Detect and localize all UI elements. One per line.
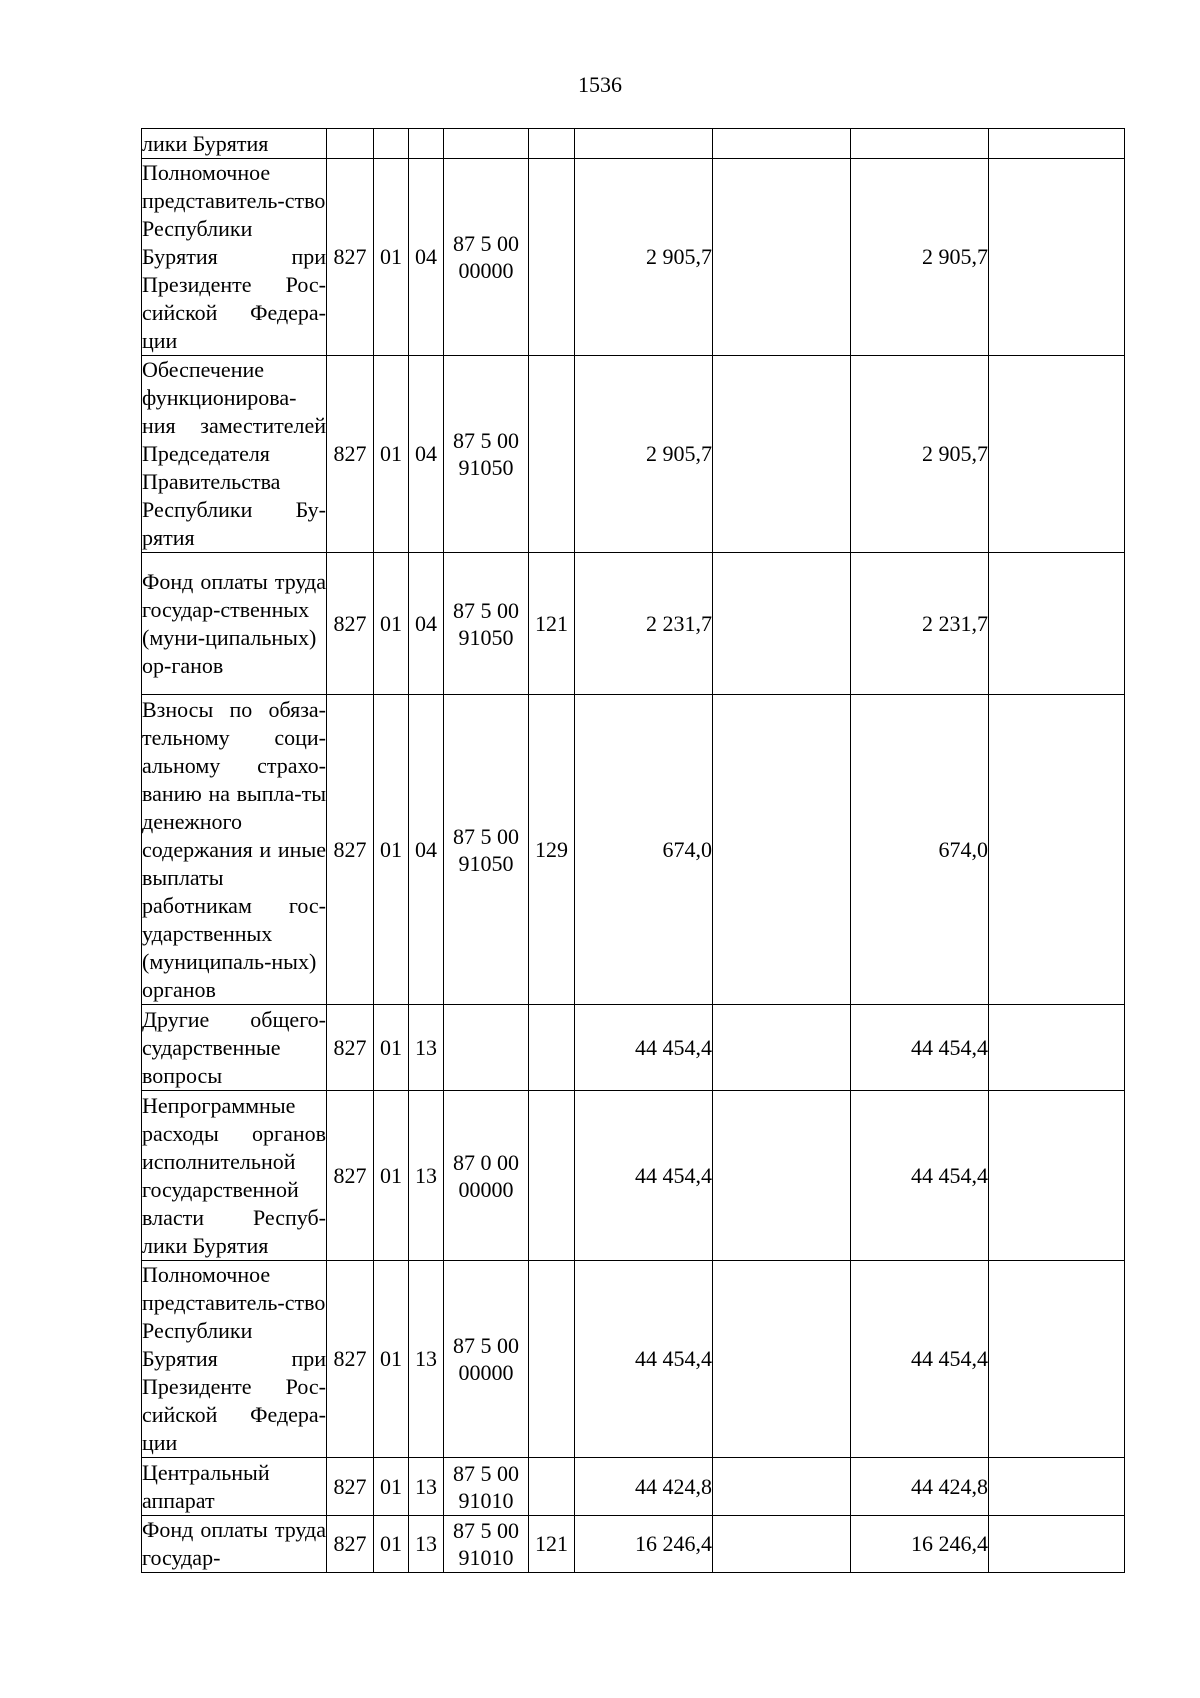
table-row (142, 1091, 1125, 1261)
amount-cell-2 (713, 553, 851, 695)
ved-code-cell: 827 (327, 1005, 374, 1091)
section-code-cell (374, 129, 409, 159)
expense-type-cell (529, 356, 575, 553)
table-row (142, 356, 1125, 553)
expense-type-cell: 121 (529, 1516, 575, 1573)
amount-cell-4 (989, 1091, 1125, 1261)
table-row (142, 1516, 1125, 1573)
amount-cell-4 (989, 159, 1125, 356)
amount-cell-4 (989, 1005, 1125, 1091)
target-article-cell (444, 1458, 529, 1516)
target-article-line: 91010 (458, 1487, 514, 1513)
row-name-cell: Фонд оплаты труда государ- (142, 1516, 327, 1573)
amount-cell-3: 16 246,4 (851, 1516, 989, 1573)
amount-cell-1: 2 905,7 (575, 356, 713, 553)
ved-code-cell: 827 (327, 1516, 374, 1573)
row-name-cell: Непрограммные расходы органов исполнительной государственной власти Респуб-лики Бурятия (142, 1091, 327, 1261)
amount-cell-3: 44 424,8 (851, 1458, 989, 1516)
target-article-cell (444, 159, 529, 356)
amount-cell-3 (851, 129, 989, 159)
amount-cell-2 (713, 129, 851, 159)
table-row (142, 1005, 1125, 1091)
amount-cell-1: 2 231,7 (575, 553, 713, 695)
expense-type-cell (529, 1005, 575, 1091)
ved-code-cell: 827 (327, 1458, 374, 1516)
subsection-code-cell: 04 (409, 159, 444, 356)
subsection-code-cell: 13 (409, 1261, 444, 1458)
ved-code-cell: 827 (327, 356, 374, 553)
table-row (142, 129, 1125, 159)
target-article-cell (444, 356, 529, 553)
expense-type-cell: 129 (529, 695, 575, 1005)
amount-cell-3: 44 454,4 (851, 1005, 989, 1091)
amount-cell-1: 2 905,7 (575, 159, 713, 356)
subsection-code-cell (409, 129, 444, 159)
row-name-cell: Обеспечение функционирова-ния заместителей Председателя Правительства Республики Бу-рятия (142, 356, 327, 553)
ved-code-cell: 827 (327, 1261, 374, 1458)
target-article-line: 87 5 00 (453, 1460, 519, 1486)
target-article-line: 87 5 00 (453, 428, 519, 453)
section-code-cell: 01 (374, 356, 409, 553)
section-code-cell: 01 (374, 159, 409, 356)
amount-cell-1: 44 454,4 (575, 1091, 713, 1261)
page-number: 1536 (578, 72, 622, 97)
row-name-cell: Фонд оплаты труда государ-ственных (муни-ципальных) ор-ганов (142, 553, 327, 695)
target-article-line: 87 5 00 (453, 823, 519, 849)
target-article-cell (444, 129, 529, 159)
target-article-line: 91050 (458, 850, 514, 876)
row-name-cell: Другие общего-сударственные вопросы (142, 1005, 327, 1091)
ved-code-cell: 827 (327, 159, 374, 356)
subsection-code-cell: 13 (409, 1458, 444, 1516)
amount-cell-2 (713, 159, 851, 356)
row-name-cell: лики Бурятия (142, 129, 327, 159)
amount-cell-4 (989, 129, 1125, 159)
target-article-line: 91050 (458, 455, 514, 480)
target-article-line: 00000 (458, 258, 514, 283)
table-body (142, 129, 1125, 1573)
target-article-line: 87 0 00 (453, 1149, 519, 1175)
amount-cell-3: 44 454,4 (851, 1261, 989, 1458)
table-row (142, 1458, 1125, 1516)
target-article-line: 87 5 00 (453, 597, 519, 623)
amount-cell-2 (713, 695, 851, 1005)
amount-cell-3: 2 905,7 (851, 356, 989, 553)
expense-type-cell (529, 1261, 575, 1458)
amount-cell-2 (713, 1261, 851, 1458)
target-article-line: 91010 (458, 1545, 514, 1570)
target-article-cell (444, 1091, 529, 1261)
ved-code-cell: 827 (327, 695, 374, 1005)
section-code-cell: 01 (374, 1261, 409, 1458)
expense-type-cell (529, 1458, 575, 1516)
target-article-line: 87 5 00 (453, 231, 519, 256)
amount-cell-4 (989, 1516, 1125, 1573)
row-name-cell: Полномочное представитель-ство Республики Бурятия при Президенте Рос-сийской Федера-ции (142, 159, 327, 356)
amount-cell-1: 44 424,8 (575, 1458, 713, 1516)
target-article-line: 87 5 00 (453, 1333, 519, 1358)
amount-cell-1: 16 246,4 (575, 1516, 713, 1573)
amount-cell-2 (713, 356, 851, 553)
section-code-cell: 01 (374, 1005, 409, 1091)
amount-cell-4 (989, 553, 1125, 695)
row-name-cell: Взносы по обяза-тельному соци-альному страхо-ванию на выпла-ты денежного содержания и иные выплаты работникам гос-ударственных (муниципаль-ных) органов (142, 695, 327, 1005)
subsection-code-cell: 04 (409, 553, 444, 695)
amount-cell-2 (713, 1005, 851, 1091)
row-name-cell: Центральный аппарат (142, 1458, 327, 1516)
target-article-line: 91050 (458, 624, 514, 650)
table-row (142, 553, 1125, 695)
amount-cell-1: 44 454,4 (575, 1261, 713, 1458)
ved-code-cell: 827 (327, 553, 374, 695)
budget-table (141, 128, 1125, 1573)
amount-cell-2 (713, 1458, 851, 1516)
amount-cell-1: 44 454,4 (575, 1005, 713, 1091)
amount-cell-3: 2 905,7 (851, 159, 989, 356)
section-code-cell: 01 (374, 1458, 409, 1516)
section-code-cell: 01 (374, 1091, 409, 1261)
target-article-cell (444, 553, 529, 695)
amount-cell-4 (989, 1261, 1125, 1458)
subsection-code-cell: 13 (409, 1516, 444, 1573)
target-article-line: 00000 (458, 1176, 514, 1202)
target-article-cell (444, 1261, 529, 1458)
target-article-cell (444, 695, 529, 1005)
amount-cell-4 (989, 356, 1125, 553)
amount-cell-1: 674,0 (575, 695, 713, 1005)
section-code-cell: 01 (374, 695, 409, 1005)
target-article-cell (444, 1516, 529, 1573)
target-article-cell (444, 1005, 529, 1091)
row-name-cell: Полномочное представитель-ство Республики Бурятия при Президенте Рос-сийской Федера-ции (142, 1261, 327, 1458)
ved-code-cell: 827 (327, 1091, 374, 1261)
subsection-code-cell: 04 (409, 356, 444, 553)
amount-cell-4 (989, 695, 1125, 1005)
table-row (142, 695, 1125, 1005)
ved-code-cell (327, 129, 374, 159)
target-article-line: 00000 (458, 1360, 514, 1385)
subsection-code-cell: 13 (409, 1091, 444, 1261)
amount-cell-2 (713, 1091, 851, 1261)
amount-cell-2 (713, 1516, 851, 1573)
amount-cell-3: 44 454,4 (851, 1091, 989, 1261)
table-row (142, 159, 1125, 356)
section-code-cell: 01 (374, 553, 409, 695)
amount-cell-1 (575, 129, 713, 159)
table-row (142, 1261, 1125, 1458)
amount-cell-3: 674,0 (851, 695, 989, 1005)
amount-cell-3: 2 231,7 (851, 553, 989, 695)
expense-type-cell (529, 159, 575, 356)
section-code-cell: 01 (374, 1516, 409, 1573)
subsection-code-cell: 13 (409, 1005, 444, 1091)
expense-type-cell (529, 129, 575, 159)
amount-cell-4 (989, 1458, 1125, 1516)
target-article-line: 87 5 00 (453, 1518, 519, 1543)
expense-type-cell (529, 1091, 575, 1261)
subsection-code-cell: 04 (409, 695, 444, 1005)
expense-type-cell: 121 (529, 553, 575, 695)
